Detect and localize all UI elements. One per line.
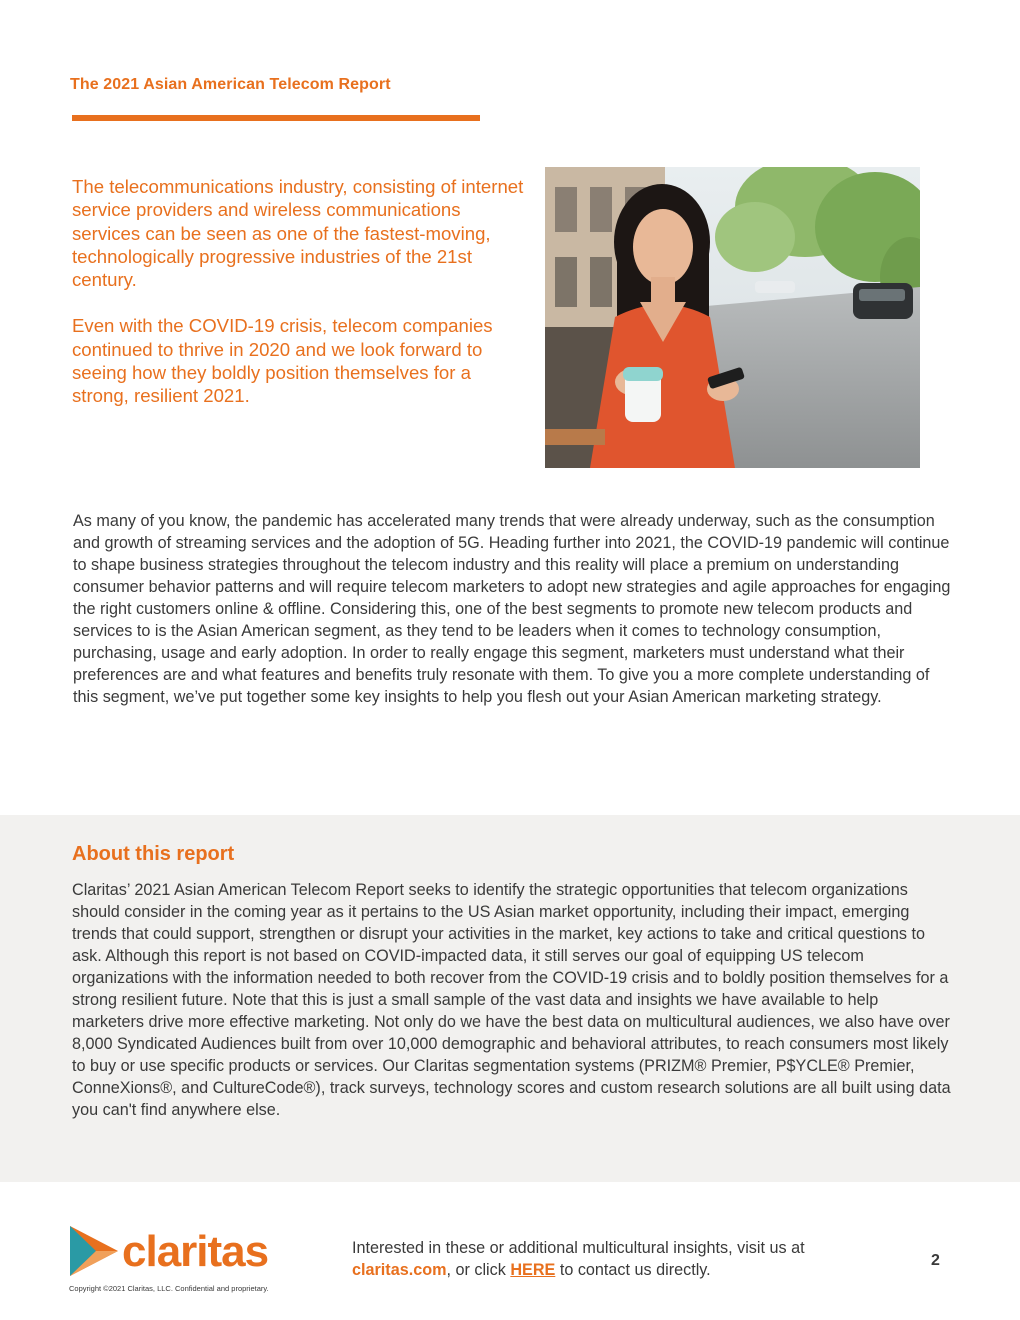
claritas-logo <box>70 1226 270 1278</box>
about-heading: About this report <box>72 843 235 865</box>
intro-callout <box>72 175 527 431</box>
contact-here-link[interactable]: HERE <box>510 1261 556 1279</box>
cta-end: to contact us directly. <box>555 1261 711 1279</box>
cta-line-1: Interested in these or additional multicultural insights, visit us at <box>352 1239 805 1257</box>
cta-mid: , or click <box>446 1261 511 1279</box>
intro-paragraph-2: Even with the COVID-19 crisis, telecom companies continued to thrive in 2020 and we look forward to seeing how they boldly position themselves for a strong, resilient 2021. <box>72 315 493 407</box>
claritas-logo-icon <box>70 1226 120 1276</box>
intro-paragraph-1: The telecommunications industry, consisting of internet service providers and wireless communications services can be seen as one of the fastest-moving, technologically progressive industries of the 21st century. <box>72 176 524 291</box>
about-section <box>0 815 1020 1182</box>
woman-with-phone-photo <box>545 167 920 468</box>
page-number: 2 <box>931 1252 940 1269</box>
claritas-site-link[interactable]: claritas.com <box>352 1261 447 1279</box>
copyright-notice: Copyright ©2021 Claritas, LLC. Confidential and proprietary. <box>69 1284 269 1293</box>
about-text: Claritas’ 2021 Asian American Telecom Report seeks to identify the strategic opportunities that telecom organizations should consider in the coming year as it pertains to the US Asian market opportunity, including their impact, emerging trends that could support, strengthen or disrupt your activities in the market, key actions to take and critical questions to ask. Although this report is not based on COVID-impacted data, it still serves our goal of equipping US telecom organizations with the information needed to both recover from the COVID-19 crisis and to boldly position themselves for a strong resilient future. Note that this is just a small sample of the vast data and insights we have available to help marketers drive more effective marketing. Not only do we have the best data on multicultural audiences, we also have over 8,000 Syndicated Audiences built from over 10,000 demographic and behavioral attributes, to reach consumers most likely to buy or use specific products or services. Our Claritas segmentation systems (PRIZM® Premier, P$YCLE® Premier, ConneXions®, and CultureCode®), track surveys, technology scores and custom research solutions are all built using data you can't find anywhere else. <box>72 881 951 1119</box>
photo-illustration <box>545 167 920 468</box>
header-divider <box>72 115 480 121</box>
claritas-logo-wordmark: claritas <box>122 1227 269 1276</box>
footer-cta <box>352 1237 892 1281</box>
report-title: The 2021 Asian American Telecom Report <box>70 76 391 93</box>
body-paragraph: As many of you know, the pandemic has accelerated many trends that were already underway, such as the consumption and growth of streaming services and the adoption of 5G. Heading further into 2021, the COVID-19 pandemic will continue to shape business strategies throughout the telecom industry and this reality will place a premium on understanding consumer behavior patterns and will require telecom marketers to adopt new strategies and agile approaches for engaging the right customers online & offline. Considering this, one of the best segments to promote new telecom products and services to is the Asian American segment, as they tend to be leaders when it comes to technology consumption, purchasing, usage and early adoption. In order to really engage this segment, marketers must understand what their preferences are and what features and benefits truly resonate with them. To give you a more complete understanding of this segment, we’ve put together some key insights to help you flesh out your Asian American marketing strategy. <box>73 512 951 706</box>
